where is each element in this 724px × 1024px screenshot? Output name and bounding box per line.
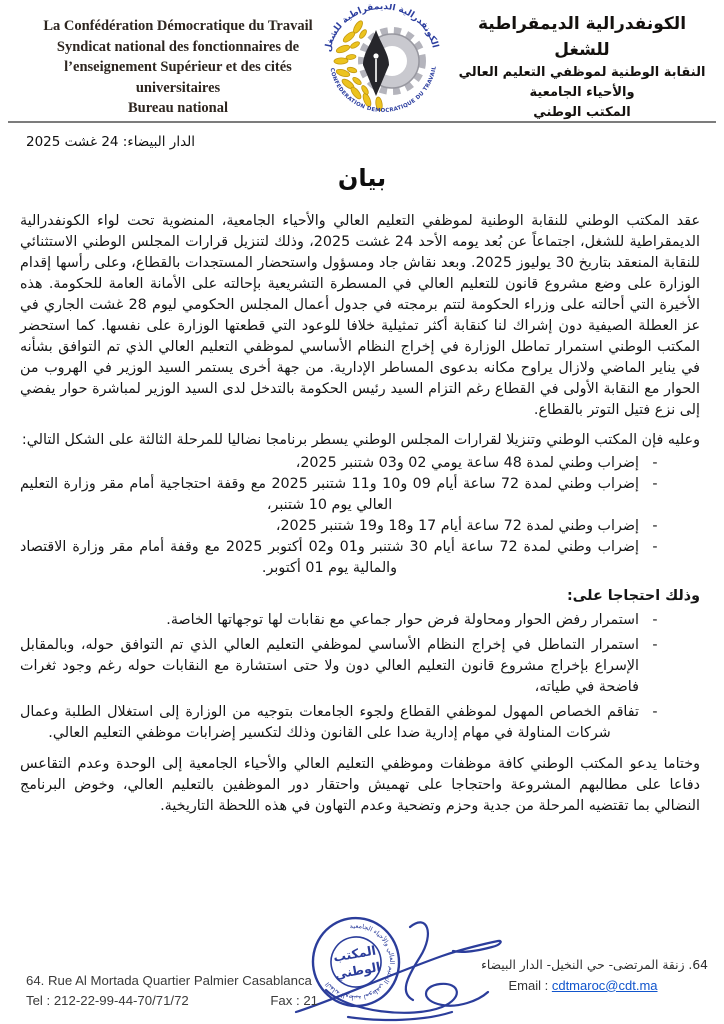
list-item xyxy=(20,474,662,516)
strike-list xyxy=(20,453,662,579)
org-fr-line: La Confédération Démocratique du Travail xyxy=(43,18,313,34)
list-item-marker: - xyxy=(652,539,658,555)
dateline: الدار البيضاء: 24 غشت 2025 xyxy=(26,134,196,150)
org-fr-line: Syndicat national des fonctionnaires de xyxy=(56,38,300,55)
list-item-text: استمرار التماطل في إخراج النظام الأساسي لموظفي التعليم العالي الذي تم التوافق حوله، وبالمقابل الإسراع بإخراج مشروع قانون التعليم العالي دون ولا حتى استشارة مع النقابات حوله رغم وجود ثغرات فاضحة في طياته، xyxy=(20,637,639,695)
footer-email-link[interactable]: cdtmaroc@cdt.ma xyxy=(551,977,658,993)
footer-tel: Tel : 212-22-99-44-70/71/72 xyxy=(26,992,189,1008)
header-divider xyxy=(8,121,716,123)
footer-fax: Fax : 21 xyxy=(270,992,318,1008)
org-name-french xyxy=(26,16,330,119)
list-item xyxy=(20,635,662,698)
list-item-text: استمرار رفض الحوار ومحاولة فرض حوار جماعي مع نقابات لها توجهاتها الخاصة. xyxy=(166,612,639,628)
footer-email-label: Email : xyxy=(508,977,549,993)
closing-paragraph: وختاما يدعو المكتب الوطني كافة موظفات وموظفي التعليم العالي والأحياء الجامعية إلى الوحدة وعدم التقاعس دفاعا على مطالبهم المشروعة واحتجاجا على تهميش واحتقار دور الموظفين بالتعليم العالي، وخوض البرنامج النضالي بما تقتضيه المرحلة من جدية وحزم وتضحية وعدم التهاون في هذه اللحظة التاريخية. xyxy=(20,756,700,814)
org-ar-line: المكتب الوطني xyxy=(533,105,631,121)
protest-heading: وذلك احتجاجا على: xyxy=(566,588,700,604)
list-item-text: تفاقم الخصاص المهول لموظفي القطاع ولجوء الجامعات بتوجيه من الوزارة إلى استغلال الطلبة وعمال شركات المناولة في مهام إدارية ضدا على القانون وذلك لتكسير إضرابات موظفي التعليم العالي. xyxy=(20,704,639,741)
list-item-text: إضراب وطني لمدة 72 ساعة أيام 30 شتنبر و01 و02 أكتوبر 2025 مع وقفة أمام مقر وزارة الاقتصاد والمالية يوم 01 أكتوبر. xyxy=(20,539,640,576)
list-item xyxy=(20,516,662,537)
org-fr-line: universitaires xyxy=(135,79,221,96)
footer-address-ar: 64. زنقة المرتضى- حي النخيل- الدار البيضاء xyxy=(481,958,708,972)
org-name-arabic xyxy=(448,12,716,123)
cdt-logo-icon xyxy=(318,4,444,118)
list-item-marker: - xyxy=(652,704,658,720)
org-ar-line: الكونفدرالية الديمقراطية للشغل xyxy=(477,14,687,60)
stamp-center-text: المكتب xyxy=(332,942,377,965)
list-item xyxy=(20,610,662,631)
paragraph-program-intro: وعليه فإن المكتب الوطني وتنزيلا لقرارات المجلس الوطني يسطر برنامجا نضاليا للمرحلة الثالثة على الشكل التالي: xyxy=(21,432,700,448)
org-fr-line: Bureau national xyxy=(127,100,229,117)
list-item-marker: - xyxy=(652,612,658,628)
list-item xyxy=(20,453,662,474)
org-ar-line: والأحياء الجامعية xyxy=(529,85,635,101)
footer-french xyxy=(26,971,318,1011)
statement-title: بيان xyxy=(337,164,387,192)
list-item-marker: - xyxy=(652,476,658,492)
protest-list xyxy=(20,610,662,744)
footer-address-fr: 64. Rue Al Mortada Quartier Palmier Casablanca xyxy=(26,973,312,988)
list-item-text: إضراب وطني لمدة 72 ساعة أيام 17 و18 و19 شتنبر 2025، xyxy=(275,518,639,534)
logo-arc-text-bottom: CONFEDERATION DEMOCRATIQUE DU TRAVAIL xyxy=(328,65,438,114)
logo-arc-text-top: الكونفدرالية الديمقراطية للشغل xyxy=(323,4,440,53)
stamp-center-text: الوطني xyxy=(333,958,382,982)
list-item xyxy=(20,537,662,579)
list-item-text: إضراب وطني لمدة 72 ساعة أيام 09 و10 و11 شتنبر 2025 مع وقفة احتجاجية أمام مقر وزارة التعليم العالي يوم 10 شتنبر، xyxy=(20,476,640,513)
org-fr-line: l’enseignement Supérieur et des cités xyxy=(64,59,292,76)
stamp-ring xyxy=(306,911,406,1013)
org-ar-line: النقابة الوطنية لموظفي التعليم العالي xyxy=(458,65,706,80)
footer-arabic xyxy=(458,956,708,996)
paragraph-context: عقد المكتب الوطني للنقابة الوطنية لموظفي التعليم العالي والأحياء الجامعية، المنضوية تحت لواء الكونفدرالية الديمقراطية للشغل، اجتماعاً عن بُعد يومه الأحد 24 غشت 2025، وذلك لتنزيل قرارات المجلس الوطني الاستثنائي للنقابة المنعقد بتاريخ 30 يوليوز 2025. وبعد نقاش جاد ومسؤول واستحضار المستجدات بالقطاع، وعلى رأسها إقدام الوزارة على وضع مشروع قانون للتعليم العالي في المسطرة التشريعية بإحالته على الأمانة العامة للحكومة. هذه الأخيرة التي أحالته على وزراء الحكومة لتتم برمجته في جدول أعمال المجلس الحكومي ليوم 28 غشت الجاري في عز العطلة الصيفية دون إشراك لنا كنقابة أكثر تمثيلية خلافا للوعود التي قطعتها الوزارة على نفسها. كما استحضر المكتب الوطني استمرار تماطل الوزارة في إخراج النظام الأساسي لموظفي التعليم العالي الذي تم التوافق بشأنه في يناير الماضي ولازال يراوح مكانه بدعوى المساطر الإدارية. من جهة أخرى يستمر السيد الوزير في الهروب من الحوار مع النقابة الأولى في القطاع رغم التزام السيد رئيس الحكومة بالتدخل لدى السيد الوزير لمباشرة حوار يفضي إلى نزع فتيل التوتر بالقطاع. xyxy=(20,213,700,418)
list-item-text: إضراب وطني لمدة 48 ساعة يومي 02 و03 شتنبر 2025، xyxy=(295,455,639,471)
list-item xyxy=(20,702,662,744)
statement-body xyxy=(20,211,700,817)
stamp-ring-text: النقابة الوطنية لموظفي التعليم العالي والأحياء الجامعية xyxy=(323,921,396,1003)
list-item-marker: - xyxy=(652,637,658,653)
list-item-marker: - xyxy=(652,518,658,534)
list-item-marker: - xyxy=(652,455,658,471)
